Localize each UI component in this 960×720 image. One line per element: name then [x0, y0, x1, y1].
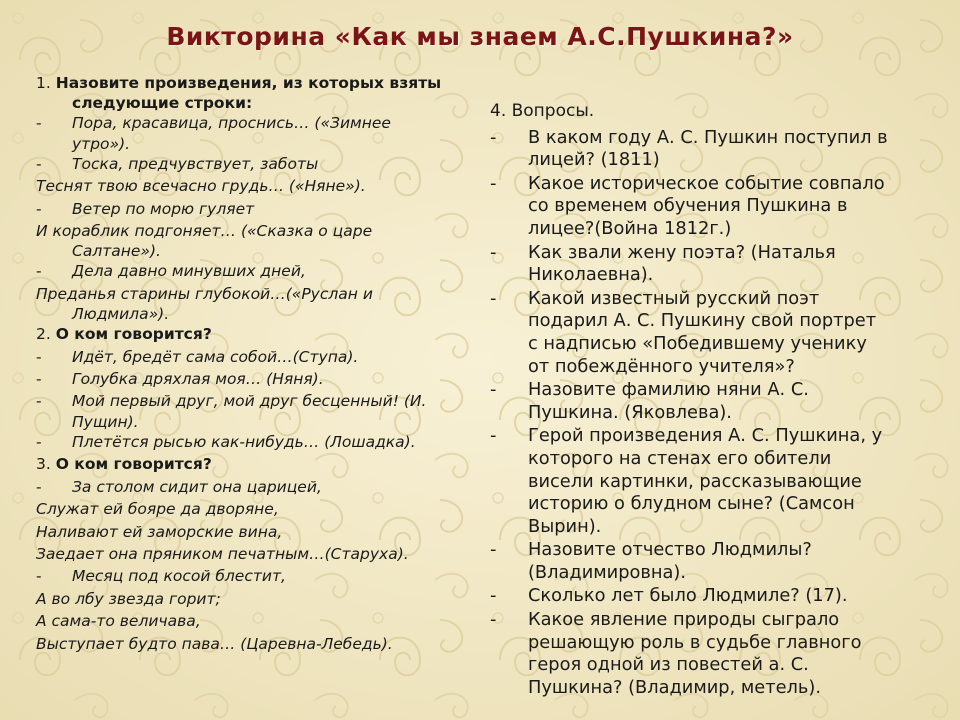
question-item-cont: от побеждённого учителя»? [528, 355, 795, 377]
question-item: - Какое историческое событие совпало [490, 173, 930, 196]
list-item-cont: Салтане»). [72, 242, 161, 261]
question-item: - Какой известный русский поэт [490, 288, 930, 311]
question-item: - Как звали жену поэта? (Наталья [490, 242, 930, 265]
question-item: - Сколько лет было Людмиле? (17). [490, 585, 930, 608]
question-item: - Назовите отчество Людмилы? [490, 539, 930, 562]
list-item-cont: Преданья старины глубокой…(«Руслан и [36, 284, 373, 303]
list-item: - Тоска, предчувствует, заботы [36, 153, 466, 175]
question-item-cont: Николаевна). [528, 264, 654, 286]
question-item-cont: лицее?(Война 1812г.) [528, 217, 732, 239]
list-item-cont: Заедает она пряником печатным…(Старуха). [36, 544, 409, 563]
question-item: - Какое явление природы сыграло [490, 609, 930, 632]
question-item: - В каком году А. С. Пушкин поступил в [490, 127, 930, 150]
list-item: - Голубка дряхлая моя… (Няня). [36, 368, 466, 390]
question-item-cont: висели картинки, рассказывающие [528, 470, 862, 492]
section-2-heading: 2. О ком говорится? [36, 325, 212, 344]
list-item: - Месяц под косой блестит, [36, 565, 466, 587]
list-item: - Пора, красавица, проснись… («Зимнее [36, 112, 466, 134]
list-item: - Мой первый друг, мой друг бесценный! (И. [36, 390, 466, 412]
list-item-cont: Выступает будто пава… (Царевна-Лебедь). [36, 634, 393, 653]
list-item: - Ветер по морю гуляет [36, 198, 466, 220]
question-item-cont: подарил А. С. Пушкину свой портрет [528, 310, 877, 332]
question-item-cont: Пушкина. (Яковлева). [528, 401, 732, 423]
list-item-cont: А во лбу звезда горит; [36, 589, 221, 608]
question-item-cont: с надписью «Победившему ученику [528, 332, 867, 354]
list-item: - Идёт, бредёт сама собой…(Ступа). [36, 346, 466, 368]
question-item-cont: героя одной из повестей а. С. [528, 654, 809, 676]
list-item: - Дела давно минувших дней, [36, 260, 466, 282]
page-title: Викторина «Как мы знаем А.С.Пушкина?» [166, 22, 794, 51]
list-item: - Плетётся рысью как-нибудь… (Лошадка). [36, 431, 466, 453]
question-item-cont: Вырин). [528, 515, 602, 537]
list-item: - За столом сидит она царицей, [36, 476, 466, 498]
question-item-cont: со временем обучения Пушкина в [528, 195, 848, 217]
left-column [36, 72, 466, 655]
question-item-cont: Пушкина? (Владимир, метель). [528, 676, 821, 698]
list-item-cont: утро»). [72, 134, 131, 153]
section-4-heading: 4. Вопросы. [490, 101, 595, 121]
section-3-heading: 3. О ком говорится? [36, 455, 212, 474]
question-item-cont: которого на стенах его обители [528, 447, 832, 469]
section-1-heading-cont: следующие строки: [72, 94, 253, 113]
question-item-cont: лицей? (1811) [528, 149, 660, 171]
question-item-cont: (Владимировна). [528, 561, 686, 583]
list-item-cont: Наливают ей заморские вина, [36, 522, 283, 541]
list-item-cont: Людмила»). [72, 305, 170, 324]
question-item: - Герой произведения А. С. Пушкина, у [490, 425, 930, 448]
question-item-cont: историю о блудном сыне? (Самсон [528, 493, 855, 515]
list-item-cont: И кораблик подгоняет… («Сказка о царе [36, 222, 373, 241]
list-item-cont: Теснят твою всечасно грудь… («Няне»). [36, 177, 366, 196]
list-item-cont: А сама-то величава, [36, 612, 201, 631]
question-item: - Назовите фамилию няни А. С. [490, 379, 930, 402]
list-item-cont: Пущин). [72, 412, 139, 431]
right-column [490, 100, 930, 699]
section-1-heading: 1. Назовите произведения, из которых взяты [36, 74, 442, 92]
list-item-cont: Служат ей бояре да дворяне, [36, 500, 279, 519]
question-item-cont: решающую роль в судьбе главного [528, 631, 862, 653]
